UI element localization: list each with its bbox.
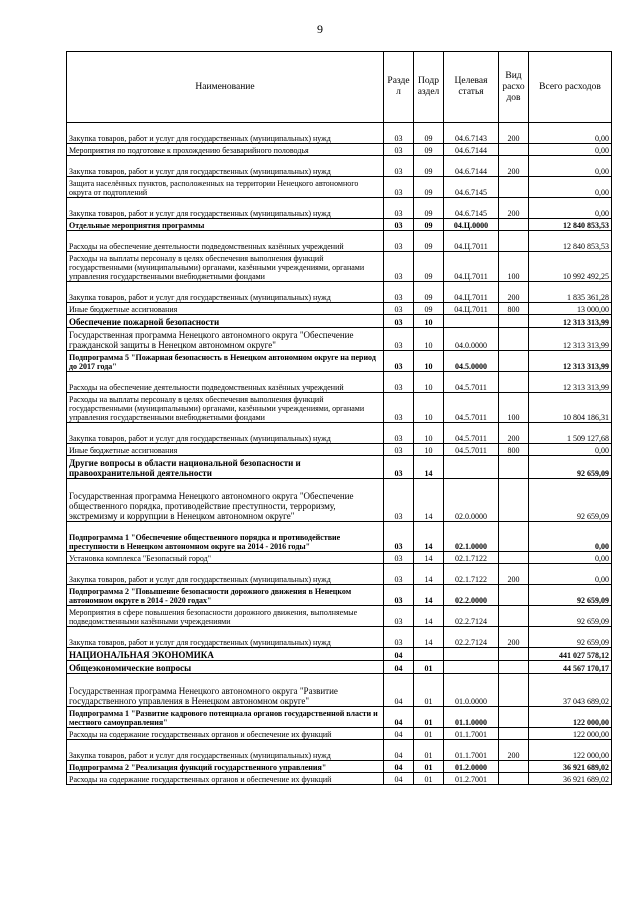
- cell-type: 800: [499, 444, 529, 456]
- cell-subsection: 14: [414, 585, 444, 606]
- table-row: [67, 522, 612, 552]
- cell-name: Закупка товаров, работ и услуг для государственных (муниципальных) нужд: [67, 282, 384, 303]
- cell-target: 04.6.7145: [444, 177, 499, 198]
- page-number: 9: [317, 22, 323, 36]
- cell-total: 0,00: [529, 564, 612, 585]
- header-total: Всего расходов: [529, 52, 612, 123]
- cell-total: 0,00: [529, 156, 612, 177]
- cell-target: [444, 661, 499, 674]
- cell-total: 1 835 361,28: [529, 282, 612, 303]
- cell-section: 04: [384, 761, 414, 773]
- cell-subsection: 14: [414, 479, 444, 522]
- cell-name: Расходы на содержание государственных органов и обеспечение их функций: [67, 728, 384, 740]
- table-row: [67, 423, 612, 444]
- cell-name: Мероприятия в сфере повышения безопасности дорожного движения, выполняемые подведомственными казёнными учреждениями: [67, 606, 384, 627]
- cell-target: 02.1.7122: [444, 564, 499, 585]
- table-body: [67, 123, 612, 785]
- cell-subsection: 10: [414, 444, 444, 456]
- cell-subsection: 09: [414, 144, 444, 156]
- table-header-row: [67, 52, 612, 123]
- table-row: [67, 761, 612, 773]
- cell-name: Расходы на обеспечение деятельности подведомственных казённых учреждений: [67, 372, 384, 393]
- cell-total: 12 313 313,99: [529, 351, 612, 372]
- cell-subsection: 09: [414, 198, 444, 219]
- cell-section: 03: [384, 231, 414, 252]
- cell-type: [499, 219, 529, 231]
- cell-name: Расходы на выплаты персоналу в целях обеспечения выполнения функций государственными (муниципальными) органами, казёнными учреждениями, органами управления государственными внебюджетными фондами: [67, 393, 384, 423]
- cell-target: 04.Ц.7011: [444, 252, 499, 282]
- cell-total: 10 804 186,31: [529, 393, 612, 423]
- cell-target: [444, 456, 499, 479]
- cell-name: Подпрограмма 2 "Повышение безопасности дорожного движения в Ненецком автономном округе в 2014 - 2020 годах": [67, 585, 384, 606]
- cell-total: 92 659,09: [529, 456, 612, 479]
- cell-subsection: 09: [414, 252, 444, 282]
- cell-section: 03: [384, 219, 414, 231]
- cell-target: 04.5.7011: [444, 372, 499, 393]
- cell-type: [499, 761, 529, 773]
- cell-target: 02.2.7124: [444, 606, 499, 627]
- cell-subsection: 09: [414, 303, 444, 315]
- cell-target: 04.5.7011: [444, 444, 499, 456]
- cell-total: 0,00: [529, 123, 612, 144]
- cell-subsection: 14: [414, 552, 444, 564]
- cell-target: 04.Ц.0000: [444, 219, 499, 231]
- table-row: [67, 564, 612, 585]
- cell-name: Государственная программа Ненецкого автономного округа "Развитие государственного управления в Ненецком автономном округе": [67, 674, 384, 707]
- cell-subsection: 09: [414, 156, 444, 177]
- table-row: [67, 552, 612, 564]
- cell-total: 1 509 127,68: [529, 423, 612, 444]
- cell-target: 01.1.7001: [444, 728, 499, 740]
- header-type: Вид расхо дов: [499, 52, 529, 123]
- cell-target: [444, 315, 499, 328]
- cell-name: Подпрограмма 2 "Реализация функций государственного управления": [67, 761, 384, 773]
- cell-total: 13 000,00: [529, 303, 612, 315]
- cell-section: 04: [384, 740, 414, 761]
- cell-section: 03: [384, 328, 414, 351]
- cell-subsection: 09: [414, 231, 444, 252]
- table-row: [67, 315, 612, 328]
- cell-name: Расходы на обеспечение деятельности подведомственных казённых учреждений: [67, 231, 384, 252]
- cell-type: [499, 648, 529, 661]
- cell-type: [499, 773, 529, 785]
- cell-type: [499, 315, 529, 328]
- cell-type: [499, 552, 529, 564]
- cell-name: Подпрограмма 1 "Обеспечение общественного порядка и противодействие преступности в Ненецком автономном округе на 2014 - 2016 годы": [67, 522, 384, 552]
- cell-type: [499, 674, 529, 707]
- cell-type: 200: [499, 627, 529, 648]
- cell-section: 03: [384, 564, 414, 585]
- table-row: [67, 661, 612, 674]
- cell-name: Иные бюджетные ассигнования: [67, 303, 384, 315]
- cell-name: Закупка товаров, работ и услуг для государственных (муниципальных) нужд: [67, 198, 384, 219]
- cell-section: 03: [384, 585, 414, 606]
- cell-subsection: 09: [414, 219, 444, 231]
- cell-section: 04: [384, 661, 414, 674]
- cell-subsection: 14: [414, 564, 444, 585]
- cell-total: 44 567 170,17: [529, 661, 612, 674]
- cell-section: 03: [384, 282, 414, 303]
- cell-section: 04: [384, 773, 414, 785]
- cell-section: 03: [384, 393, 414, 423]
- cell-target: 02.0.0000: [444, 479, 499, 522]
- cell-subsection: 01: [414, 674, 444, 707]
- cell-target: 04.6.7144: [444, 144, 499, 156]
- cell-total: 0,00: [529, 522, 612, 552]
- cell-total: 0,00: [529, 444, 612, 456]
- cell-type: 100: [499, 393, 529, 423]
- table-row: [67, 372, 612, 393]
- cell-type: 800: [499, 303, 529, 315]
- cell-subsection: 01: [414, 761, 444, 773]
- cell-subsection: 10: [414, 393, 444, 423]
- cell-subsection: 01: [414, 707, 444, 728]
- cell-total: 92 659,09: [529, 606, 612, 627]
- table-row: [67, 198, 612, 219]
- cell-name: Расходы на выплаты персоналу в целях обеспечения выполнения функций государственными (муниципальными) органами, казёнными учреждениями, органами управления государственными внебюджетными фондами: [67, 252, 384, 282]
- header-name: Наименование: [67, 52, 384, 123]
- cell-name: Государственная программа Ненецкого автономного округа "Обеспечение гражданской защиты в Ненецком автономном округе": [67, 328, 384, 351]
- cell-name: НАЦИОНАЛЬНАЯ ЭКОНОМИКА: [67, 648, 384, 661]
- cell-type: [499, 177, 529, 198]
- table-row: [67, 606, 612, 627]
- cell-subsection: 10: [414, 372, 444, 393]
- cell-name: Другие вопросы в области национальной безопасности и правоохранительной деятельности: [67, 456, 384, 479]
- cell-type: 200: [499, 123, 529, 144]
- cell-subsection: 01: [414, 773, 444, 785]
- cell-section: 04: [384, 674, 414, 707]
- cell-type: [499, 456, 529, 479]
- cell-name: Защита населённых пунктов, расположенных на территории Ненецкого автономного округа от подтоплений: [67, 177, 384, 198]
- cell-total: 92 659,09: [529, 479, 612, 522]
- cell-type: 200: [499, 156, 529, 177]
- table-row: [67, 479, 612, 522]
- cell-subsection: [414, 648, 444, 661]
- cell-name: Обеспечение пожарной безопасности: [67, 315, 384, 328]
- cell-type: [499, 585, 529, 606]
- table-row: [67, 707, 612, 728]
- cell-section: 03: [384, 456, 414, 479]
- cell-name: Закупка товаров, работ и услуг для государственных (муниципальных) нужд: [67, 423, 384, 444]
- cell-target: 01.2.7001: [444, 773, 499, 785]
- cell-total: 12 313 313,99: [529, 328, 612, 351]
- cell-name: Закупка товаров, работ и услуг для государственных (муниципальных) нужд: [67, 123, 384, 144]
- cell-total: 0,00: [529, 177, 612, 198]
- cell-type: [499, 661, 529, 674]
- budget-table: [66, 51, 612, 785]
- cell-name: Закупка товаров, работ и услуг для государственных (муниципальных) нужд: [67, 740, 384, 761]
- cell-target: 04.6.7143: [444, 123, 499, 144]
- cell-name: Установка комплекса "Безопасный город": [67, 552, 384, 564]
- table-row: [67, 144, 612, 156]
- table-row: [67, 444, 612, 456]
- cell-total: 122 000,00: [529, 728, 612, 740]
- cell-subsection: 14: [414, 606, 444, 627]
- cell-total: 0,00: [529, 198, 612, 219]
- cell-name: Мероприятия по подготовке к прохождению безаварийного половодья: [67, 144, 384, 156]
- cell-total: 12 840 853,53: [529, 231, 612, 252]
- table-row: [67, 456, 612, 479]
- cell-type: [499, 707, 529, 728]
- cell-section: 03: [384, 627, 414, 648]
- cell-target: 04.Ц.7011: [444, 282, 499, 303]
- cell-type: [499, 328, 529, 351]
- table-row: [67, 674, 612, 707]
- table-row: [67, 231, 612, 252]
- cell-subsection: 01: [414, 661, 444, 674]
- cell-target: 01.1.0000: [444, 707, 499, 728]
- cell-section: 03: [384, 252, 414, 282]
- cell-subsection: 01: [414, 740, 444, 761]
- cell-type: 200: [499, 740, 529, 761]
- cell-subsection: 09: [414, 282, 444, 303]
- table-row: [67, 252, 612, 282]
- header-section: Разде л: [384, 52, 414, 123]
- cell-name: Подпрограмма 5 "Пожарная безопасность в Ненецком автономном округе на период до 2017 года": [67, 351, 384, 372]
- cell-name: Отдельные мероприятия программы: [67, 219, 384, 231]
- cell-target: [444, 648, 499, 661]
- cell-total: 37 043 689,02: [529, 674, 612, 707]
- cell-subsection: 01: [414, 728, 444, 740]
- cell-subsection: 10: [414, 328, 444, 351]
- cell-type: [499, 606, 529, 627]
- table-row: [67, 156, 612, 177]
- cell-section: 03: [384, 552, 414, 564]
- table-row: [67, 328, 612, 351]
- cell-type: 200: [499, 423, 529, 444]
- table-row: [67, 393, 612, 423]
- cell-total: 441 027 578,12: [529, 648, 612, 661]
- cell-total: 0,00: [529, 552, 612, 564]
- cell-subsection: 10: [414, 351, 444, 372]
- cell-target: 04.6.7145: [444, 198, 499, 219]
- cell-section: 03: [384, 444, 414, 456]
- cell-type: [499, 372, 529, 393]
- cell-section: 03: [384, 606, 414, 627]
- cell-name: Закупка товаров, работ и услуг для государственных (муниципальных) нужд: [67, 156, 384, 177]
- cell-name: Иные бюджетные ассигнования: [67, 444, 384, 456]
- cell-total: 122 000,00: [529, 707, 612, 728]
- cell-section: 03: [384, 198, 414, 219]
- cell-total: 36 921 689,02: [529, 773, 612, 785]
- cell-section: 03: [384, 522, 414, 552]
- header-target: Целевая статья: [444, 52, 499, 123]
- cell-name: Закупка товаров, работ и услуг для государственных (муниципальных) нужд: [67, 564, 384, 585]
- cell-name: Закупка товаров, работ и услуг для государственных (муниципальных) нужд: [67, 627, 384, 648]
- cell-section: 03: [384, 315, 414, 328]
- cell-type: [499, 522, 529, 552]
- cell-target: 02.1.0000: [444, 522, 499, 552]
- cell-target: 04.5.0000: [444, 351, 499, 372]
- cell-section: 04: [384, 707, 414, 728]
- cell-name: Общеэкономические вопросы: [67, 661, 384, 674]
- cell-type: [499, 479, 529, 522]
- cell-section: 03: [384, 303, 414, 315]
- cell-target: 02.1.7122: [444, 552, 499, 564]
- table-row: [67, 123, 612, 144]
- table-row: [67, 648, 612, 661]
- cell-type: [499, 728, 529, 740]
- cell-total: 92 659,09: [529, 627, 612, 648]
- cell-section: 03: [384, 479, 414, 522]
- header-subsection: Подр аздел: [414, 52, 444, 123]
- cell-section: 04: [384, 648, 414, 661]
- cell-subsection: 09: [414, 123, 444, 144]
- cell-total: 122 000,00: [529, 740, 612, 761]
- cell-subsection: 09: [414, 177, 444, 198]
- cell-target: 04.0.0000: [444, 328, 499, 351]
- cell-type: 200: [499, 198, 529, 219]
- table-row: [67, 627, 612, 648]
- cell-total: 0,00: [529, 144, 612, 156]
- cell-target: 02.2.0000: [444, 585, 499, 606]
- cell-type: [499, 144, 529, 156]
- cell-type: [499, 351, 529, 372]
- cell-target: 04.Ц.7011: [444, 303, 499, 315]
- cell-total: 12 840 853,53: [529, 219, 612, 231]
- cell-type: [499, 231, 529, 252]
- cell-name: Подпрограмма 1 "Развитие кадрового потенциала органов государственной власти и местного самоуправления": [67, 707, 384, 728]
- cell-target: 04.Ц.7011: [444, 231, 499, 252]
- table-row: [67, 351, 612, 372]
- cell-type: 200: [499, 564, 529, 585]
- cell-type: 200: [499, 282, 529, 303]
- cell-section: 03: [384, 423, 414, 444]
- table-row: [67, 303, 612, 315]
- cell-total: 92 659,09: [529, 585, 612, 606]
- cell-target: 01.1.7001: [444, 740, 499, 761]
- cell-target: 04.5.7011: [444, 423, 499, 444]
- cell-section: 03: [384, 123, 414, 144]
- cell-section: 03: [384, 372, 414, 393]
- cell-type: 100: [499, 252, 529, 282]
- cell-total: 36 921 689,02: [529, 761, 612, 773]
- table-row: [67, 219, 612, 231]
- cell-name: Государственная программа Ненецкого автономного округа "Обеспечение общественного порядка, противодействие преступности, терроризму, экстремизму и коррупции в Ненецком автономном округе": [67, 479, 384, 522]
- table-row: [67, 585, 612, 606]
- cell-total: 12 313 313,99: [529, 372, 612, 393]
- cell-target: 01.2.0000: [444, 761, 499, 773]
- cell-target: 02.2.7124: [444, 627, 499, 648]
- table-row: [67, 728, 612, 740]
- cell-subsection: 14: [414, 456, 444, 479]
- cell-name: Расходы на содержание государственных органов и обеспечение их функций: [67, 773, 384, 785]
- table-row: [67, 773, 612, 785]
- cell-section: 03: [384, 177, 414, 198]
- cell-section: 03: [384, 351, 414, 372]
- cell-section: 04: [384, 728, 414, 740]
- cell-total: 10 992 492,25: [529, 252, 612, 282]
- cell-total: 12 313 313,99: [529, 315, 612, 328]
- cell-target: 04.5.7011: [444, 393, 499, 423]
- cell-section: 03: [384, 144, 414, 156]
- cell-target: 04.6.7144: [444, 156, 499, 177]
- table-row: [67, 177, 612, 198]
- cell-subsection: 14: [414, 627, 444, 648]
- table-row: [67, 740, 612, 761]
- cell-section: 03: [384, 156, 414, 177]
- cell-subsection: 10: [414, 423, 444, 444]
- cell-target: 01.0.0000: [444, 674, 499, 707]
- table-row: [67, 282, 612, 303]
- cell-subsection: 14: [414, 522, 444, 552]
- cell-subsection: 10: [414, 315, 444, 328]
